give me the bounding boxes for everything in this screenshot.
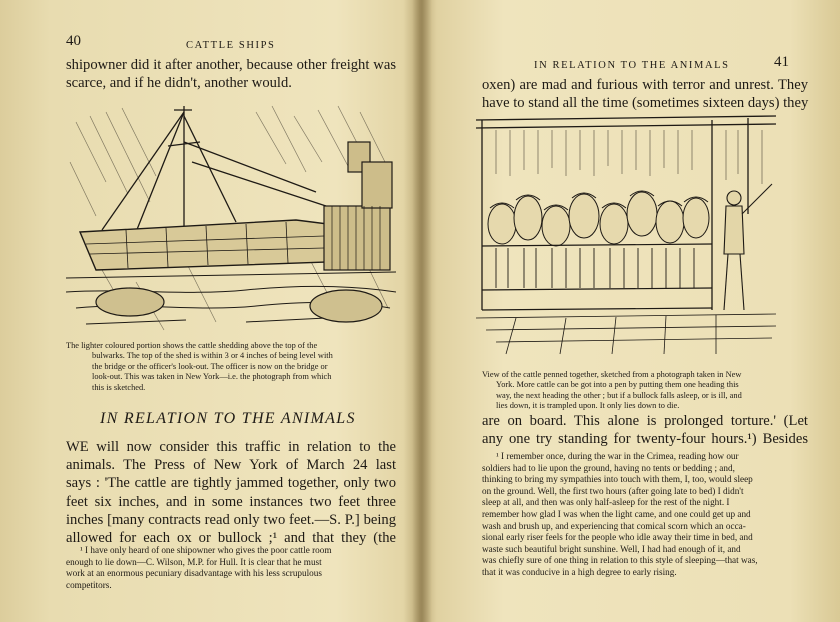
roof-hatching bbox=[496, 130, 762, 184]
footnote-line: soldiers had to lie upon the ground, having no tents or bedding ; and, bbox=[482, 462, 735, 473]
right-body-text bbox=[482, 412, 808, 448]
cattle-pen-illustration bbox=[476, 114, 780, 366]
footnote-line: wash and brush up, and experiencing that comical scorn which an occa- bbox=[482, 520, 746, 531]
cattle-ship-illustration bbox=[66, 102, 396, 338]
text-line: inches [many contracts read only two feet.—S. P.] being bbox=[66, 511, 396, 528]
text-line: any one try standing for twenty-four hours.¹) Besides bbox=[482, 431, 808, 448]
left-body-text bbox=[66, 438, 396, 547]
cattle-shed-superstructure bbox=[324, 142, 392, 270]
footnote-line: sional early riser feels for the people who idle away their time in bed, and bbox=[482, 532, 753, 543]
ship-sketch bbox=[66, 102, 396, 338]
footnote-line: that it was conducive in a high degree to early rising. bbox=[482, 566, 677, 577]
footnote-line: thinking to bring my sympathies into touch with them, I, too, would sleep bbox=[482, 474, 753, 485]
pen-rails bbox=[482, 244, 712, 310]
left-running-head: CATTLE SHIPS bbox=[186, 40, 276, 51]
caption-line: York. More cattle can be got into a pen by putting them one heading this bbox=[496, 380, 739, 390]
footnote-line: ¹ I have only heard of one shipowner who gives the poor cattle room bbox=[80, 545, 332, 555]
cattle-heads bbox=[488, 192, 709, 246]
footnote-line: on the ground. Well, the first two hours (after going late to bed) I didn't bbox=[482, 485, 744, 496]
footnote-line: enough to lie down—C. Wilson, M.P. for Hull. It is clear that he must bbox=[66, 556, 322, 567]
caption-line: lies down, it is trampled upon. It only lies down to die. bbox=[496, 401, 680, 411]
caption-line: bulwarks. The top of the shed is within 3 or 4 inches of being level with bbox=[92, 351, 333, 361]
caption-line: this is sketched. bbox=[92, 382, 146, 392]
caption-line: look-out. This was taken in New York—i.e. the photograph from which bbox=[92, 372, 332, 382]
left-illustration-caption bbox=[66, 341, 396, 393]
cargo-bales bbox=[96, 288, 382, 322]
right-footnote bbox=[482, 451, 808, 579]
ship-mast-rigging bbox=[102, 106, 326, 232]
caption-line: View of the cattle penned together, sketched from a photograph taken in New bbox=[482, 370, 742, 379]
right-top-text bbox=[482, 76, 808, 112]
text-line: are on board. This alone is prolonged torture.' (Let bbox=[482, 413, 808, 429]
left-top-text bbox=[66, 56, 396, 92]
caption-line: the bridge or the officer's look-out. The officer is now on the bridge or bbox=[92, 361, 328, 371]
section-heading: IN RELATION TO THE ANIMALS bbox=[100, 410, 356, 427]
footnote-line: remember how glad I was when the light came, and one could get up and bbox=[482, 508, 751, 519]
text-line: scarce, and if he didn't, another would. bbox=[66, 75, 292, 92]
text-line: have to stand all the time (sometimes sixteen days) they bbox=[482, 95, 809, 112]
text-line: allowed for each ox or bullock ;¹ and that they (the bbox=[66, 530, 396, 547]
footnote-line: competitors. bbox=[66, 579, 112, 590]
ship-hull bbox=[80, 220, 328, 270]
right-illustration-caption bbox=[482, 370, 808, 412]
right-running-head: IN RELATION TO THE ANIMALS bbox=[534, 60, 730, 71]
footnote-line: sleep at all, and then was only half-asleep for the rest of the night. I bbox=[482, 497, 730, 508]
footnote-line: ¹ I remember once, during the war in the Crimea, reading how our bbox=[496, 451, 739, 461]
text-line: WE will now consider this traffic in relation to the bbox=[66, 439, 396, 455]
deck-floor bbox=[476, 314, 776, 354]
caption-line: way, the next heading the other ; but if a bullock falls asleep, or is ill, and bbox=[496, 390, 742, 400]
caption-line: The lighter coloured portion shows the cattle shedding above the top of the bbox=[66, 341, 318, 350]
text-line: oxen) are mad and furious with terror and unrest. They bbox=[482, 77, 808, 93]
cattle-legs bbox=[496, 248, 694, 288]
footnote-line: work at an enormous pecuniary disadvantage with his less scrupulous bbox=[66, 568, 322, 579]
footnote-line: waste such beautiful bright sunshine. Well, I had had enough of it, and bbox=[482, 543, 741, 554]
text-line: animals. The Press of New York of March 24 last bbox=[66, 457, 396, 474]
pen-sketch bbox=[476, 114, 780, 366]
text-line: shipowner did it after another, because other freight was bbox=[66, 57, 396, 73]
left-footnote bbox=[66, 545, 396, 591]
right-page-number: 41 bbox=[774, 54, 789, 70]
left-page-number: 40 bbox=[66, 33, 81, 49]
text-line: says : 'The cattle are tightly jammed together, only two bbox=[66, 475, 396, 492]
text-line: feet six inches, and in some instances two feet three bbox=[66, 493, 396, 510]
footnote-line: was chiefly sure of one thing in relation to this style of sleeping—that was, bbox=[482, 555, 758, 566]
right-page bbox=[428, 0, 840, 622]
